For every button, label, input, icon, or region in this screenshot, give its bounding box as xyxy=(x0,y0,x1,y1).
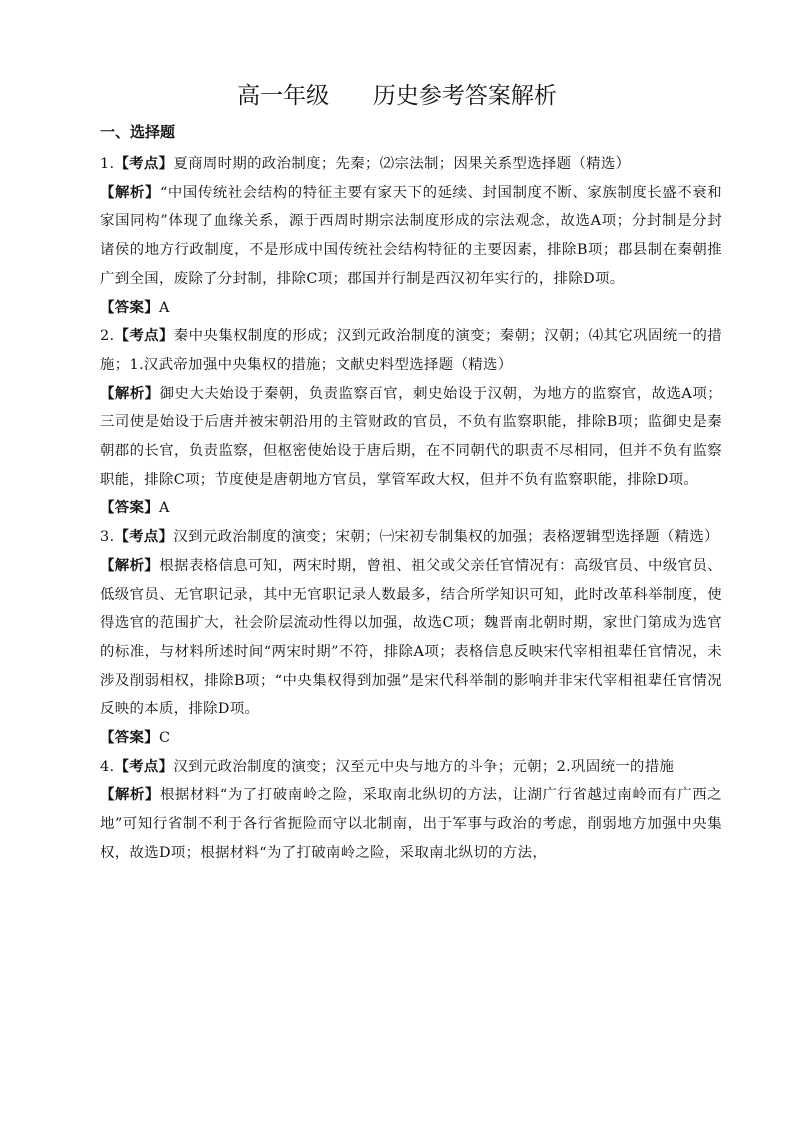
page-title: 高一年级 历史参考答案解析 xyxy=(237,83,557,109)
q4-number: 4. xyxy=(100,758,115,775)
q1-kaodian-label: 【考点】 xyxy=(114,156,174,172)
q1-daan-label: 【答案】 xyxy=(100,299,159,316)
q3-jiexi-label: 【解析】 xyxy=(100,557,160,574)
q4-kaodian-text: 汉到元政治制度的演变；汉至元中央与地方的斗争；元朝；2.巩固统一的措施 xyxy=(173,758,675,775)
q2-number: 2. xyxy=(100,328,115,345)
q4-jiexi xyxy=(100,781,722,867)
q1-daan-text: A xyxy=(158,299,170,316)
q2-kaodian-text: 秦中央集权制度的形成；汉到元政治制度的演变；秦朝；汉朝；⑷其它巩固统一的措施；1.汉武帝加强中央集权的措施；文献史料型选择题（精选） xyxy=(100,328,723,373)
q1-jiexi-text: “中国传统社会结构的特征主要有家天下的延续、封国制度不断、家族制度长盛不衰和家国同构”体现了血缘关系，源于西周时期宗法制度形成的宗法观念，故选A项；分封制是分封诸侯的地方行政制度，不是形成中国传统社会结构特征的主要因素，排除B项；郡县制在秦朝推广到全国，废除了分封制，排除C项；郡国并行制是西汉初年实行的，排除D项。 xyxy=(100,184,722,287)
q3-daan xyxy=(100,724,722,753)
q1-daan xyxy=(100,294,722,323)
q3-daan-label: 【答案】 xyxy=(100,730,159,747)
q2-daan xyxy=(100,494,722,523)
q4-kaodian xyxy=(100,753,722,782)
q2-kaodian-label: 【考点】 xyxy=(114,328,174,345)
q3-kaodian-label: 【考点】 xyxy=(114,529,174,546)
q3-number: 3. xyxy=(100,529,115,546)
section-heading: 一、选择题 xyxy=(100,123,176,141)
q1-jiexi-label: 【解析】 xyxy=(100,184,160,201)
q2-daan-label: 【答案】 xyxy=(100,500,159,517)
q1-kaodian xyxy=(100,150,722,179)
q4-jiexi-text: 根据材料“为了打破南岭之险，采取南北纵切的方法，让湖广行省越过南岭而有广西之地”可知行省制不利于各行省扼险而守以北制南，出于军事与政治的考虑，削弱地方加强中央集权，故选D项；根据材料“为了打破南岭之险，采取南北纵切的方法， xyxy=(100,787,722,861)
answer-body xyxy=(100,150,722,868)
q4-jiexi-label: 【解析】 xyxy=(100,787,160,804)
q3-daan-text: C xyxy=(158,730,171,747)
q3-jiexi-text: 根据表格信息可知，两宋时期，曾祖、祖父或父亲任官情况有：高级官员、中级官员、低级官员、无官职记录，其中无官职记录人数最多，结合所学知识可知，此时改革科举制度，使得选官的范围扩大，社会阶层流动性得以加强，故选C项；魏晋南北朝时期，家世门第成为选官的标准，与材料所述时间“两宋时期”不符，排除A项；表格信息反映宋代宰相祖辈任官情况，未涉及削弱相权，排除B项；“中央集权得到加强”是宋代科举制的影响并非宋代宰相祖辈任官情况反映的本质，排除D项。 xyxy=(100,557,722,718)
q2-daan-text: A xyxy=(158,500,170,517)
q1-jiexi xyxy=(100,179,722,294)
q3-kaodian xyxy=(100,523,722,552)
q3-kaodian-text: 汉到元政治制度的演变；宋朝；㈠宋初专制集权的加强；表格逻辑型选择题（精选） xyxy=(173,529,719,546)
q1-kaodian-text: 夏商周时期的政治制度；先秦；⑵宗法制；因果关系型选择题（精选） xyxy=(173,156,631,172)
q2-kaodian xyxy=(100,322,722,379)
q2-jiexi xyxy=(100,380,722,495)
q1-number: 1. xyxy=(100,156,115,172)
q4-kaodian-label: 【考点】 xyxy=(114,758,174,775)
q2-jiexi-label: 【解析】 xyxy=(100,385,160,402)
q3-jiexi xyxy=(100,552,722,724)
q2-jiexi-text: 御史大夫始设于秦朝，负责监察百官，刺史始设于汉朝，为地方的监察官，故选A项；三司使是始设于后唐并被宋朝沿用的主管财政的官员，不负有监察职能，排除B项；监御史是秦朝郡的长官，负责监察，但枢密使始设于唐后期，在不同朝代的职责不尽相同，但并不负有监察职能，排除C项；节度使是唐朝地方官员，掌管军政大权，但并不负有监察职能，排除D项。 xyxy=(100,385,722,488)
